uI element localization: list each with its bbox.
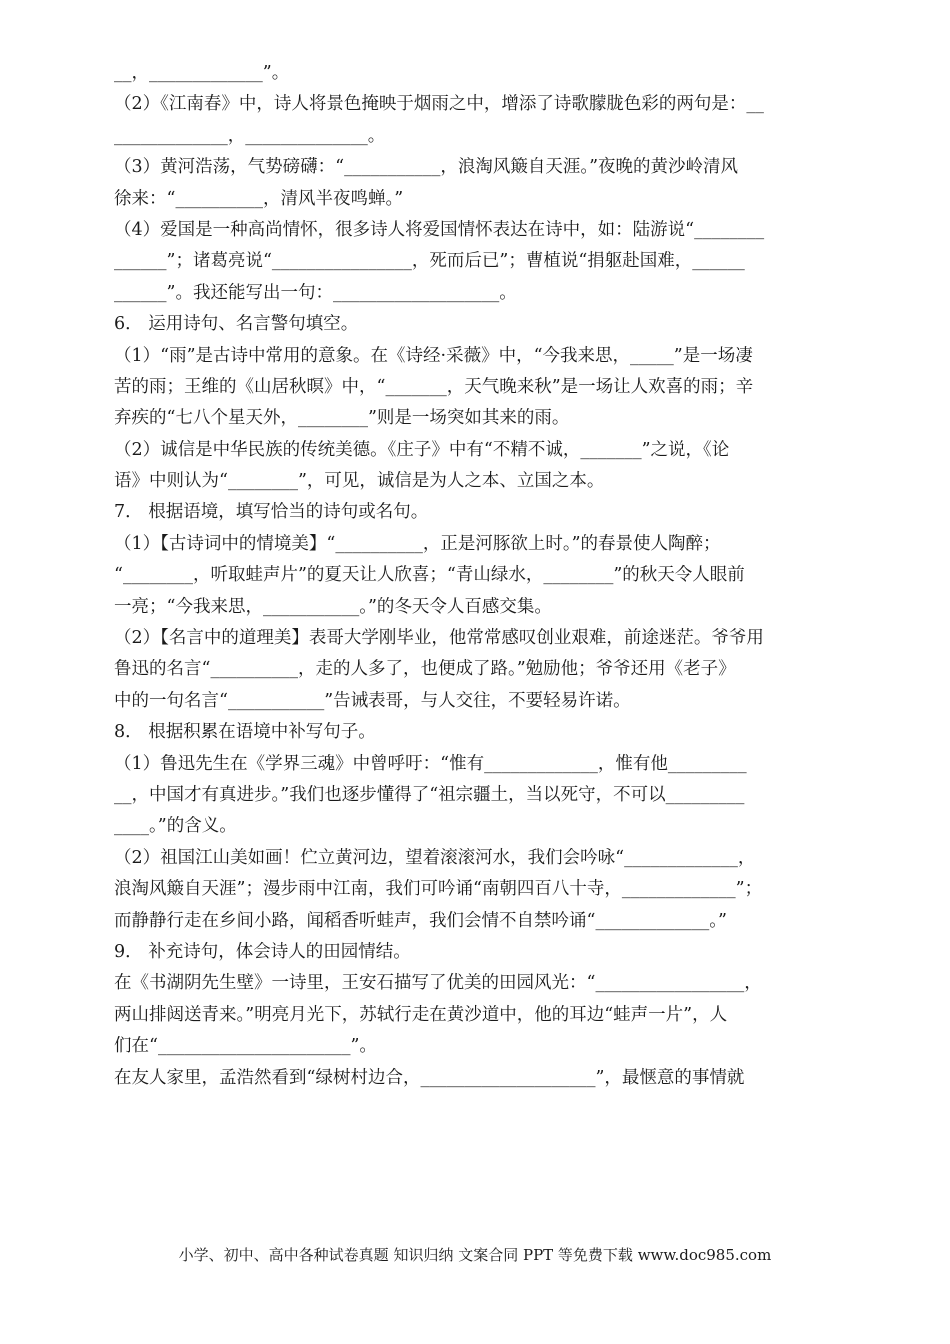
document-line: （2）祖国江山美如画！伫立黄河边，望着滚滚河水，我们会吟咏“_____________， — [114, 847, 756, 868]
document-line: 鲁迅的名言“__________，走的人多了，也便成了路。”勉励他；爷爷还用《老子》 — [114, 659, 736, 680]
document-line: （4）爱国是一种高尚情怀，很多诗人将爱国情怀表达在诗中，如：陆游说“________ — [114, 219, 765, 240]
document-line: 而静静行走在乡间小路，闻稻香听蛙声，我们会情不自禁吟诵“_____________。” — [114, 910, 727, 931]
document-line: 9． 补充诗句，体会诗人的田园情结。 — [114, 941, 411, 962]
page-footer: 小学、初中、高中各种试卷真题 知识归纳 文案合同 PPT 等免费下载 www.doc985.com — [178, 1246, 772, 1264]
document-line: 徐来：“__________，清风半夜鸣蝉。” — [114, 188, 404, 209]
document-line: _____________，______________。 — [114, 125, 386, 146]
document-line: ______”；诸葛亮说“________________，死而后已”；曹植说“捐躯赴国难，______ — [114, 251, 745, 272]
document-line: （1）鲁迅先生在《学界三魂》中曾呼吁：“惟有_____________，惟有他_________ — [114, 753, 747, 774]
document-line: 6． 运用诗句、名言警句填空。 — [114, 314, 359, 335]
document-line: ____。”的含义。 — [114, 816, 237, 837]
document-line: （3）黄河浩荡，气势磅礴：“___________，浪淘风簸自天涯。”夜晚的黄沙岭清风 — [114, 157, 739, 178]
document-line: 7． 根据语境，填写恰当的诗句或名句。 — [114, 502, 429, 523]
document-line: 在友人家里，孟浩然看到“绿树村边合，____________________”，最惬意的事情就 — [114, 1067, 745, 1088]
document-line: 浪淘风簸自天涯”；漫步雨中江南，我们可吟诵“南朝四百八十寺，_____________”； — [114, 879, 763, 900]
document-line: ______”。我还能写出一句：___________________。 — [114, 282, 517, 303]
document-line: （2）诚信是中华民族的传统美德。《庄子》中有“不精不诚，_______”之说，《论 — [114, 439, 730, 460]
document-line: 苦的雨；王维的《山居秋暝》中，“_______，天气晚来秋”是一场让人欢喜的雨；辛 — [114, 376, 754, 397]
document-line: 语》中则认为“________”，可见，诚信是为人之本、立国之本。 — [114, 471, 605, 492]
document-line: “________，听取蛙声片”的夏天让人欣喜；“青山绿水，________”的秋天令人眼前 — [114, 565, 745, 586]
document-line: 们在“______________________”。 — [114, 1036, 377, 1057]
document-line: 弃疾的“七八个星天外，________”则是一场突如其来的雨。 — [114, 408, 570, 429]
document-line: （1）“雨”是古诗中常用的意象。在《诗经·采薇》中，“今我来思，_____”是一场凄 — [114, 345, 753, 366]
document-line: （2）【名言中的道理美】表哥大学刚毕业，他常常感叹创业艰难，前途迷茫。爷爷用 — [114, 628, 764, 649]
document-line: （1）【古诗词中的情境美】“__________，正是河豚欲上时。”的春景使人陶醉； — [114, 533, 721, 554]
document-line: （2）《江南春》中，诗人将景色掩映于烟雨之中，增添了诗歌朦胧色彩的两句是：__ — [114, 94, 764, 115]
document-line: 8． 根据积累在语境中补写句子。 — [114, 722, 376, 743]
document-line: __，中国才有真进步。”我们也逐步懂得了“祖宗疆土，当以死守，不可以_________ — [114, 784, 745, 805]
document-body — [114, 58, 836, 1094]
document-line: 一亮；“今我来思，___________。”的冬天令人百感交集。 — [114, 596, 552, 617]
document-line: 在《书湖阴先生壁》一诗里，王安石描写了优美的田园风光：“_________________， — [114, 973, 762, 994]
document-line: 两山排闼送青来。”明亮月光下，苏轼行走在黄沙道中，他的耳边“蛙声一片”，人 — [114, 1004, 728, 1025]
document-line: __，_____________”。 — [114, 63, 290, 83]
document-line: 中的一句名言“___________”告诫表哥，与人交往，不要轻易许诺。 — [114, 690, 631, 711]
